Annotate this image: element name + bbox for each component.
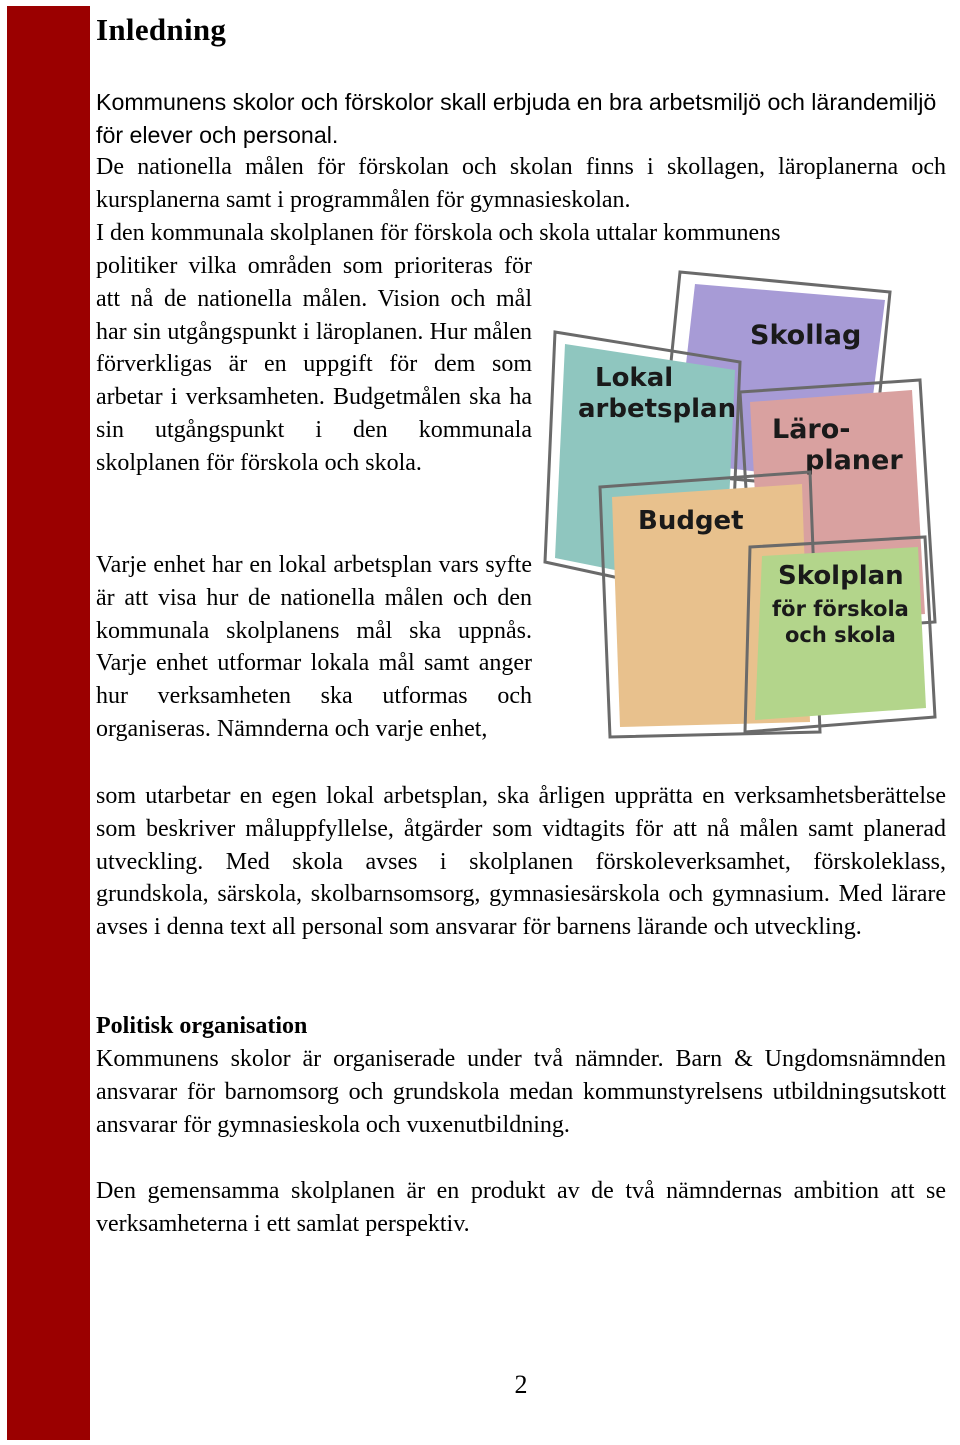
lokal-label-1: Lokal <box>595 363 674 393</box>
documents-illustration <box>540 262 950 742</box>
intro-paragraph-2: De nationella målen för förskolan och skolan finns i skollagen, läroplanerna och kursplanerna samt i programmålen för gymnasieskolan. <box>96 154 946 213</box>
skolplan-label-3: och skola <box>785 623 896 647</box>
wrap-paragraph-arbetsplan: Varje enhet har en lokal arbetsplan vars syfte är att visa hur de nationella målen och den kommunala skolplanens mål ska uppnås. Varje enhet utformar lokala mål samt anger hur verksamheten ska utformas och organiseras. Nämnderna och varje enhet, <box>96 552 532 742</box>
paragraph-verksamhetsberattelse: som utarbetar en egen lokal arbetsplan, ska årligen upprätta en verksamhetsberättelse som beskriver måluppfyllelse, åtgärder som vidtagits för att nå målen samt planerad utveckling. Med skola avses i skolplanen förskoleverksamhet, förskoleklass, grundskola, särskola, skolbarnsomsorg, gymnasiesärskola och gymnasium. Med lärare avses i denna text all personal som ansvarar för barnens lärande och utveckling. <box>96 783 946 941</box>
budget-label: Budget <box>638 506 744 536</box>
intro-paragraph-1: Kommunens skolor och förskolor skall erbjuda en bra arbetsmiljö och lärandemiljö för elever och personal. <box>96 89 937 148</box>
page-number: 2 <box>514 1370 528 1399</box>
left-margin-bar <box>7 6 90 1440</box>
wrap-paragraph-vision: politiker vilka områden som prioriteras för att nå de nationella målen. Vision och mål har sin utgångspunkt i läroplanen. Hur målen förverkligas är en uppgift för dem som arbetar i verksamheten. Budgetmålen ska ha sin utgångspunkt i den kommunala skolplanen för förskola och skola. <box>96 253 532 476</box>
laroplaner-label-1: Läro- <box>772 414 851 445</box>
skolplan-label-1: Skolplan <box>778 561 904 591</box>
skolplan-sheet <box>745 537 935 732</box>
paragraph-politisk-2: Den gemensamma skolplanen är en produkt av de två nämndernas ambition att se verksamheterna i ett samlat perspektiv. <box>96 1178 946 1237</box>
intro-paragraph-3: I den kommunala skolplanen för förskola och skola uttalar kommunens <box>96 220 781 246</box>
paragraph-politisk-1: Kommunens skolor är organiserade under två nämnder. Barn & Ungdomsnämnden ansvarar för barnomsorg och grundskola medan kommunstyrelsens utbildningsutskott ansvarar för gymnasieskola och vuxenutbildning. <box>96 1046 946 1138</box>
lokal-label-2: arbetsplan <box>578 394 737 424</box>
skolplan-label-2: för förskola <box>772 597 909 621</box>
section-heading-politisk: Politisk organisation <box>96 1013 308 1039</box>
page-title: Inledning <box>96 12 227 47</box>
laroplaner-label-2: planer <box>805 445 903 476</box>
skollag-label: Skollag <box>750 320 862 351</box>
